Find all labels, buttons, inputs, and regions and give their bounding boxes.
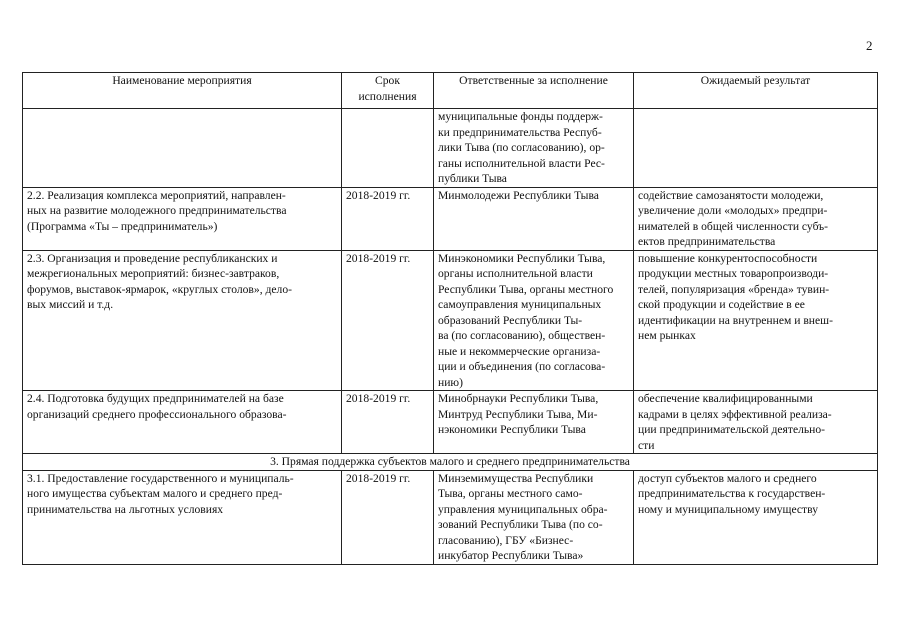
- cell-responsible: муниципальные фонды поддерж- ки предпринимательства Респуб- лики Тыва (по согласованию), ор- ганы исполнительной власти Рес- публики Тыва: [434, 109, 634, 188]
- cell-period: 2018-2019 гг.: [342, 250, 434, 391]
- cell-period: 2018-2019 гг.: [342, 391, 434, 454]
- cell-result: обеспечение квалифицированными кадрами в целях эффективной реализа- ции предпринимательской деятельно- сти: [634, 391, 878, 454]
- header-responsible: Ответственные за исполнение: [434, 73, 634, 109]
- cell-name: 2.2. Реализация комплекса мероприятий, направлен- ных на развитие молодежного предпринимательства (Программа «Ты – предприниматель»): [23, 187, 342, 250]
- section-title: 3. Прямая поддержка субъектов малого и среднего предпринимательства: [23, 454, 878, 471]
- cell-period: 2018-2019 гг.: [342, 187, 434, 250]
- table-row: [23, 250, 878, 391]
- cell-result: содействие самозанятости молодежи, увеличение доли «молодых» предпри- нимателей в общей численности субъ- ектов предпринимательства: [634, 187, 878, 250]
- cell-name: 3.1. Предоставление государственного и муниципаль- ного имущества субъектам малого и среднего пред- принимательства на льготных условиях: [23, 470, 342, 564]
- cell-responsible: Минземимущества Республики Тыва, органы местного само- управления муниципальных обра- зований Республики Тыва (по со- гласованию), ГБУ «Бизнес- инкубатор Республики Тыва»: [434, 470, 634, 564]
- cell-name: [23, 109, 342, 188]
- cell-responsible: Минмолодежи Республики Тыва: [434, 187, 634, 250]
- measures-table: [22, 72, 878, 565]
- table-row: [23, 470, 878, 564]
- table-header-row: [23, 73, 878, 109]
- cell-result: повышение конкурентоспособности продукции местных товаропроизводи- телей, популяризация «бренда» тувин- ской продукции и содействие в ее идентификации на внутреннем и внеш- нем рынках: [634, 250, 878, 391]
- cell-name: 2.4. Подготовка будущих предпринимателей на базе организаций среднего профессионального образова-: [23, 391, 342, 454]
- header-name: Наименование мероприятия: [23, 73, 342, 109]
- header-result: Ожидаемый результат: [634, 73, 878, 109]
- table-row: [23, 391, 878, 454]
- section-row: [23, 454, 878, 471]
- cell-period: 2018-2019 гг.: [342, 470, 434, 564]
- cell-name: 2.3. Организация и проведение республиканских и межрегиональных мероприятий: бизнес-завтраков, форумов, выставок-ярмарок, «круглых столов», дело- вых миссий и т.д.: [23, 250, 342, 391]
- cell-result: доступ субъектов малого и среднего предпринимательства к государствен- ному и муниципальному имуществу: [634, 470, 878, 564]
- table-row: [23, 187, 878, 250]
- cell-responsible: Минэкономики Республики Тыва, органы исполнительной власти Республики Тыва, органы местного самоуправления муниципальных образований Республики Ты- ва (по согласованию), обществен- ные и некоммерческие организа- ции и объединения (по согласова- нию): [434, 250, 634, 391]
- page-number: 2: [866, 38, 873, 53]
- table-row: [23, 109, 878, 188]
- cell-period: [342, 109, 434, 188]
- header-period: Срок исполнения: [342, 73, 434, 109]
- cell-result: [634, 109, 878, 188]
- cell-responsible: Минобрнауки Республики Тыва, Минтруд Республики Тыва, Ми- нэкономики Республики Тыва: [434, 391, 634, 454]
